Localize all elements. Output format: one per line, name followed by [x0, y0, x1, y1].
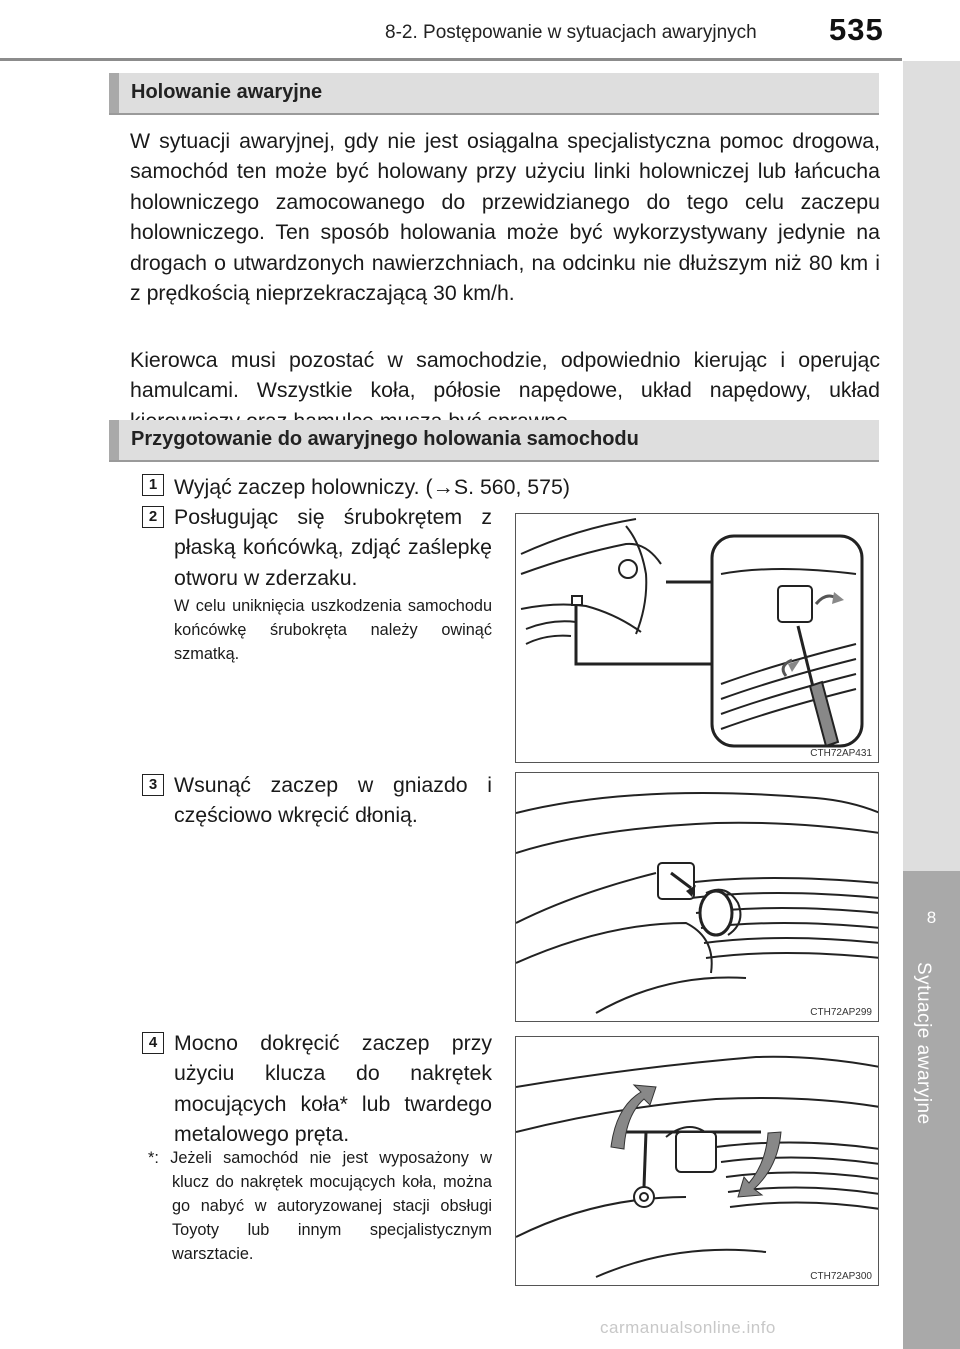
step-note-2: W celu uniknięcia uszkodzenia samochodu końcówkę śrubokręta należy owinąć szmatką.: [174, 597, 492, 663]
heading-accent-bar: [109, 73, 119, 113]
figure-tighten-tow-hook: [515, 1036, 879, 1286]
paragraph-towing-conditions: W sytuacji awaryjnej, gdy nie jest osiągalna specjalistyczna pomoc drogowa, samochód ten może być holowany przy użyciu linki holowniczej lub łańcucha holowniczego zamocowanego do przewidzianego do tego celu zaczepu holowniczego. Ten sposób holowania może być wykorzystywany jedynie na drogach o utwardzonych nawierzchniach, na odcinku nie dłuższym niż 80 km i z prędkością nieprzekraczającą 30 km/h.: [130, 129, 880, 306]
section-title: Przygotowanie do awaryjnego holowania samochodu: [131, 428, 639, 450]
figure-insert-tow-hook: [515, 772, 879, 1022]
step-number-3: 3: [142, 774, 164, 796]
side-tab-background: [903, 61, 960, 871]
tow-hook-tighten-illustration: [516, 1037, 879, 1286]
header-rule: [0, 58, 902, 61]
chapter-number: 8: [926, 908, 937, 927]
watermark: carmanualsonline.info: [600, 1318, 776, 1337]
paragraph-driver-requirements: Kierowca musi pozostać w samochodzie, odpowiednio kierując i operując hamulcami. Wszystkie koła, półosie napędowe, układ napędowy, układ: [130, 348, 880, 403]
step-text-2: Posługując się śrubokrętem z płaską końcówką, zdjąć zaślepkę otworu w zderzaku.: [174, 505, 492, 590]
section-title: Holowanie awaryjne: [131, 81, 323, 103]
tow-hook-insert-illustration: [516, 773, 879, 1022]
bumper-cap-illustration: [516, 514, 879, 763]
step-number-1: 1: [142, 474, 164, 496]
page-number: 535: [829, 12, 884, 47]
section-heading-towing-preparation: [109, 420, 879, 462]
step-text-1: Wyjąć zaczep holowniczy. (→S. 560, 575): [174, 475, 570, 499]
heading-accent-bar: [109, 420, 119, 460]
step-text-3: Wsunąć zaczep w gniazdo i częściowo wkręcić dłonią.: [174, 773, 492, 828]
step-number-4: 4: [142, 1032, 164, 1054]
figure-code: CTH72AP299: [810, 1007, 872, 1018]
running-header-section: 8-2. Postępowanie w sytuacjach awaryjnych: [385, 22, 757, 43]
chapter-label: Sytuacje awaryjne: [913, 962, 934, 1125]
figure-code: CTH72AP300: [810, 1271, 872, 1282]
figure-remove-bumper-cap: [515, 513, 879, 763]
step-text-4: Mocno dokręcić zaczep przy użyciu klucza do nakrętek mocujących koła* lub twardego metalowego pręta.: [174, 1031, 492, 1147]
figure-code: CTH72AP431: [810, 748, 872, 759]
step-footnote-4: *: Jeżeli samochód nie jest wyposażony w klucz do nakrętek mocujących koła, można go nabyć w autoryzowanej stacji obsługi Toyoty lub innym specjalistycznym warsztacie.: [148, 1149, 492, 1263]
step-number-2: 2: [142, 506, 164, 528]
section-heading-emergency-towing: [109, 73, 879, 115]
